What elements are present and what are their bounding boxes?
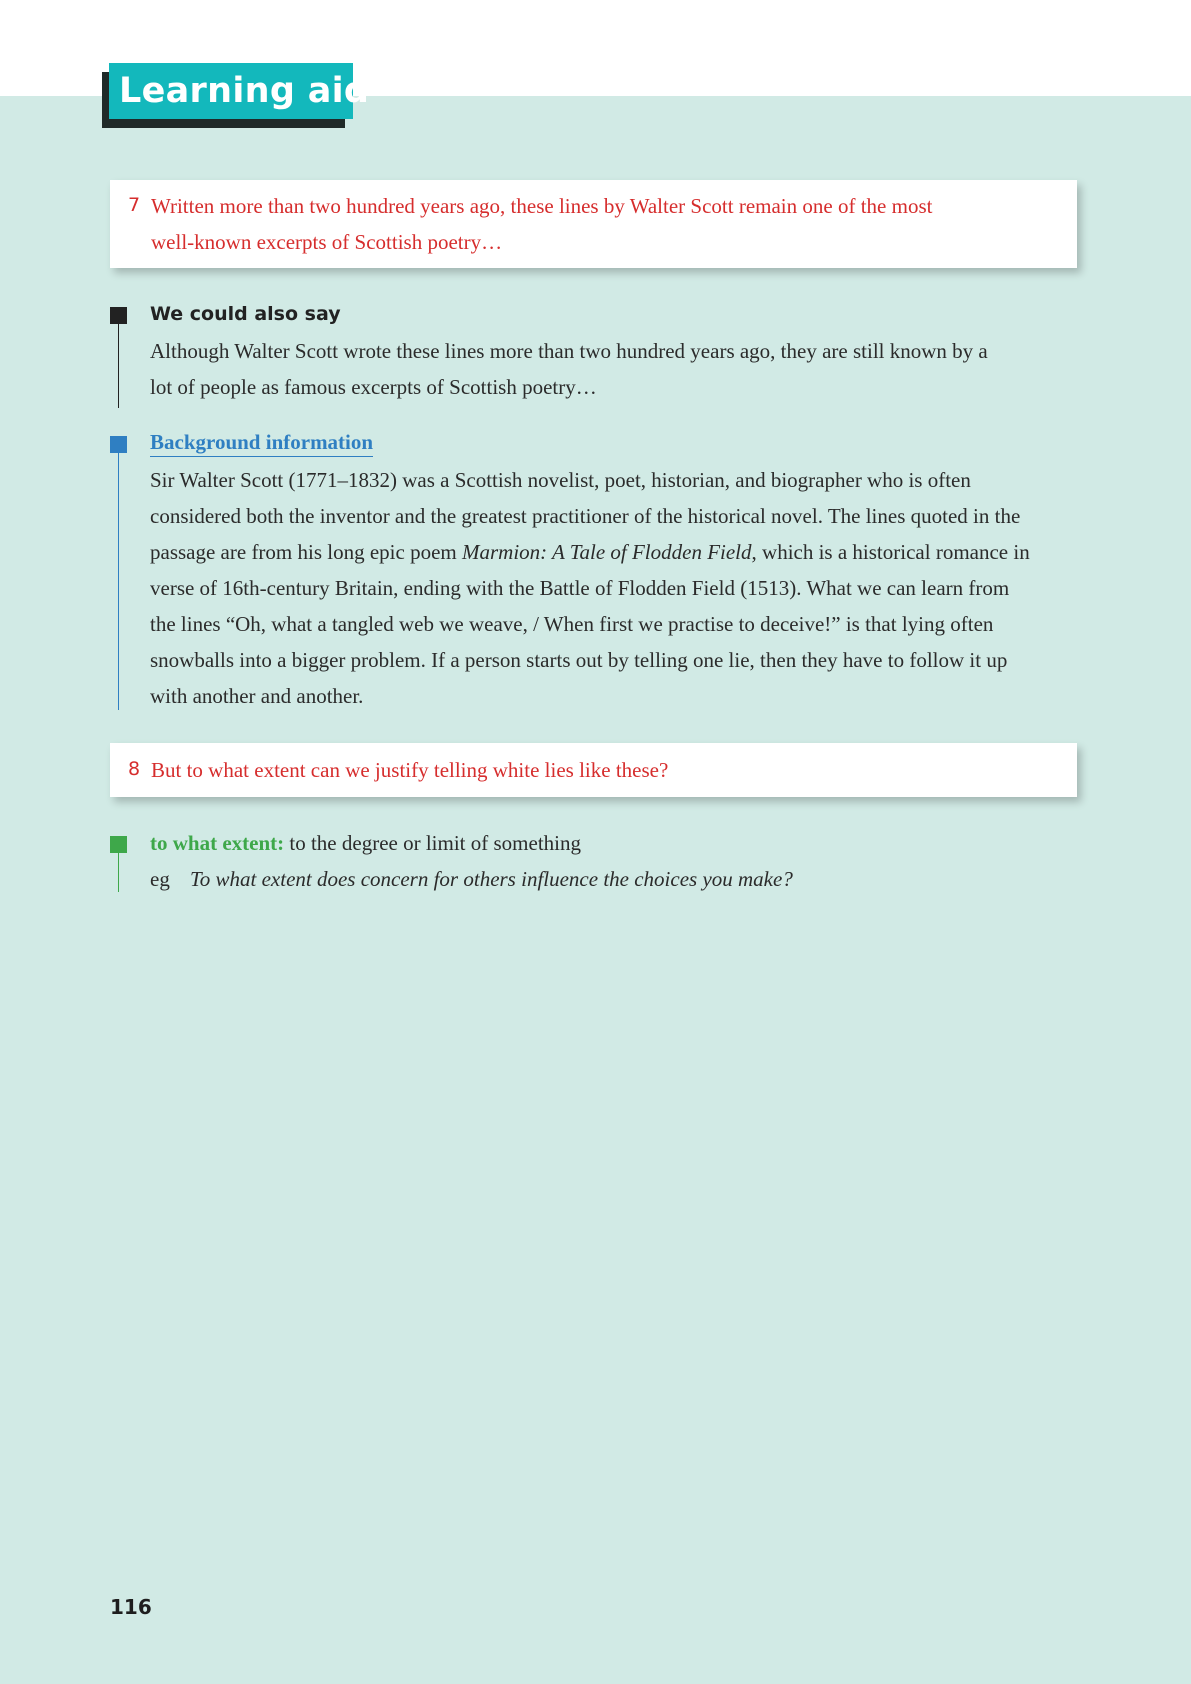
background-information-heading: Background information	[150, 430, 373, 457]
question-7-box	[110, 180, 1077, 268]
example-line	[150, 861, 1085, 897]
section-title: Learning aid	[109, 63, 353, 119]
text-line: Sir Walter Scott (1771–1832) was a Scottish novelist, poet, historian, and biographer who is often	[150, 468, 971, 492]
page-number: 116	[110, 1595, 152, 1619]
vocab-term: to what extent:	[150, 831, 285, 855]
could-also-say-text	[150, 333, 1085, 405]
question-number: 7	[128, 194, 141, 216]
question-line: well-known excerpts of Scottish poetry…	[151, 230, 503, 254]
could-also-say-heading: We could also say	[150, 303, 341, 325]
text-line: with another and another.	[150, 684, 364, 708]
text-span: , which is a historical romance in	[751, 540, 1030, 564]
text-span: passage are from his long epic poem	[150, 540, 462, 564]
question-text	[151, 188, 1037, 260]
section-rule	[118, 450, 119, 710]
question-number: 8	[128, 758, 141, 780]
definition-line	[150, 825, 1085, 861]
vocab-example: To what extent does concern for others influence the choices you make?	[190, 867, 793, 891]
text-line: verse of 16th-century Britain, ending with the Battle of Flodden Field (1513). What we can learn from	[150, 576, 1010, 600]
text-line	[150, 534, 1085, 570]
text-line: Although Walter Scott wrote these lines more than two hundred years ago, they are still known by a	[150, 339, 988, 363]
eg-label: eg	[150, 867, 170, 891]
background-text	[150, 462, 1085, 714]
text-line: considered both the inventor and the greatest practitioner of the historical novel. The lines quoted in the	[150, 504, 1021, 528]
question-8-box	[110, 743, 1077, 797]
section-rule	[118, 850, 119, 892]
question-text: But to what extent can we justify telling white lies like these?	[151, 758, 669, 782]
text-line: snowballs into a bigger problem. If a person starts out by telling one lie, then they have to follow it up	[150, 648, 1008, 672]
question-line: Written more than two hundred years ago, these lines by Walter Scott remain one of the most	[151, 194, 933, 218]
section-rule	[118, 320, 119, 408]
text-line: lot of people as famous excerpts of Scottish poetry…	[150, 375, 597, 399]
text-line: the lines “Oh, what a tangled web we weave, / When first we practise to deceive!” is that lying often	[150, 612, 994, 636]
poem-title: Marmion: A Tale of Flodden Field	[462, 540, 752, 564]
vocabulary-entry	[150, 825, 1085, 897]
vocab-definition: to the degree or limit of something	[284, 831, 581, 855]
